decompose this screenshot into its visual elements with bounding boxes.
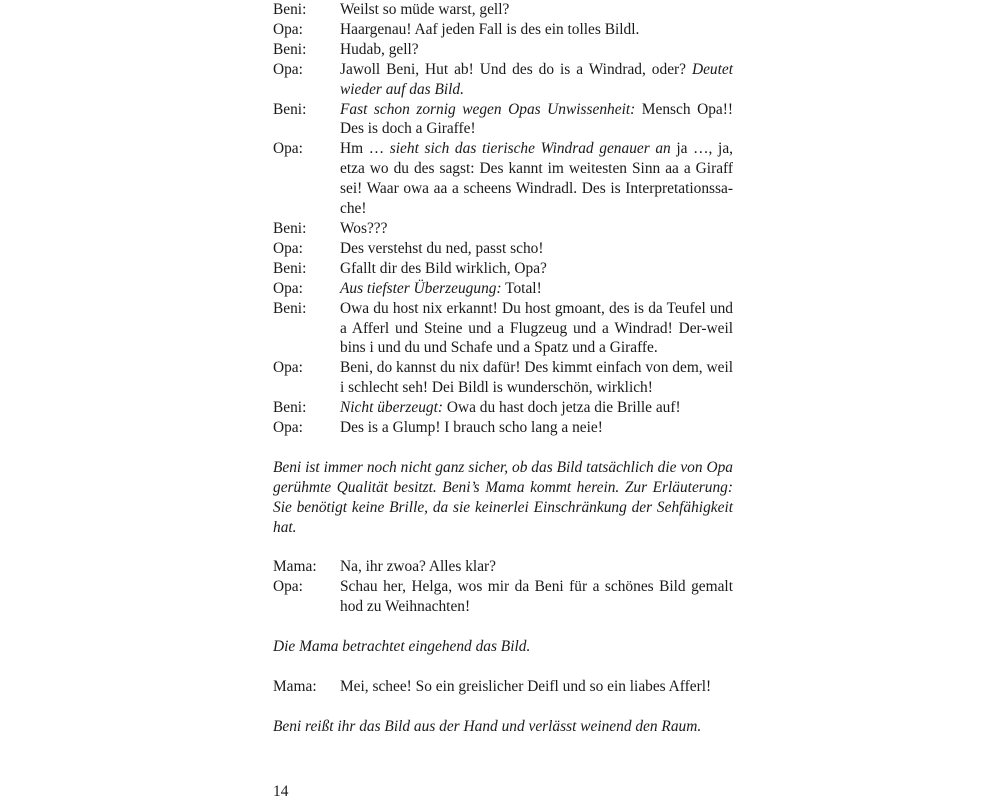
dialogue-line [340,20,733,40]
speaker-label: Mama: [273,677,317,695]
spoken-text: Owa du host nix erkannt! Du host gmoant, des is da Teufel und a Afferl und Steine und a Flugzeug und a Windrad! Der-weil bins i und du und Schafe und a Spatz und a Giraffe. [340,299,733,357]
speaker-label: Opa: [273,239,303,257]
spoken-text: Na, ihr zwoa? Alles klar? [340,558,496,576]
spoken-text: Schau her, Helga, wos mir da Beni für a schönes Bild gemalt hod zu Weihnachten! [340,578,733,616]
stage-direction-2: Die Mama betrachtet eingehend das Bild. [273,637,531,655]
stage-direction-3: Beni reißt ihr das Bild aus der Hand und verlässt weinend den Raum. [273,717,702,735]
spoken-text: Jawoll Beni, Hut ab! Und des do is a Windrad, oder? [340,60,692,78]
speaker-label: Opa: [273,359,303,377]
spoken-text: Total! [501,279,542,297]
dialogue-block-3 [273,677,733,697]
dialogue-line [340,219,733,239]
speaker-label: Beni: [273,100,307,118]
spoken-text: Wos??? [340,219,388,237]
dialogue-line [340,239,733,259]
speaker-label: Beni: [273,219,307,237]
spoken-text: Weilst so müde warst, gell? [340,1,510,18]
spoken-text: Des verstehst du ned, passt scho! [340,239,544,257]
stage-direction-inline: Aus tiefster Überzeugung: [340,279,502,297]
speaker-label: Beni: [273,399,307,417]
speaker-label: Opa: [273,140,303,158]
speaker-label: Mama: [273,558,317,576]
speaker-label: Beni: [273,299,307,317]
dialogue-line [340,577,733,617]
spoken-text: Mei, schee! So ein greislicher Deifl und so ein liabes Afferl! [340,677,712,695]
spoken-text: Haargenau! Aaf jeden Fall is des ein tolles Bildl. [340,20,640,38]
page-number: 14 [273,783,289,800]
dialogue-line [340,0,733,20]
dialogue-line [340,557,733,577]
dialogue-block-2 [273,557,733,617]
spoken-text: Hudab, gell? [340,40,419,58]
spoken-text: Owa du hast doch jetza die Brille auf! [443,399,681,417]
spoken-text: Gfallt dir des Bild wirklich, Opa? [340,259,547,277]
dialogue-line [340,418,733,438]
speaker-label: Opa: [273,419,303,437]
dialogue-line [340,358,733,398]
spoken-text: Hm … [340,140,390,158]
dialogue-block-1 [273,0,733,438]
spoken-text: Mensch Opa!! Des is doch a Giraffe! [340,100,733,138]
dialogue-line [340,60,733,100]
stage-direction-1: Beni ist immer noch nicht ganz sicher, ob das Bild tatsächlich die von Opa gerühmte Qualität besitzt. Beni’s Mama kommt herein. Zur Erläuterung: Sie benötigt keine Brille, da sie keinerlei Einschränkung der Sehfähigkeit hat. [273,458,733,536]
dialogue-line [340,139,733,219]
speaker-label: Beni: [273,1,307,18]
speaker-label: Opa: [273,279,303,297]
dialogue-line [340,299,733,359]
dialogue-line [340,279,733,299]
spoken-text: Beni, do kannst du nix dafür! Des kimmt einfach von dem, weil i schlecht seh! Dei Bildl is wunderschön, wirklich! [340,359,733,397]
stage-direction-inline: Nicht überzeugt: [340,399,444,417]
stage-direction-inline: Deutet wieder auf das Bild. [340,60,733,98]
dialogue-line [340,259,733,279]
dialogue-line [340,40,733,60]
speaker-label: Opa: [273,60,303,78]
spoken-text: ja …, ja, etza wo du des sagst: Des kannt im weitesten Sinn aa a Giraff sei! Waar owa aa a scheens Windradl. Des is Interpretationssa-che! [340,140,733,218]
spoken-text: Des is a Glump! I brauch scho lang a neie! [340,419,603,437]
speaker-label: Beni: [273,259,307,277]
stage-direction-inline: sieht sich das tierische Windrad genauer an [389,140,671,158]
speaker-label: Opa: [273,20,303,38]
dialogue-line [340,677,733,697]
dialogue-line [340,398,733,418]
speaker-label: Opa: [273,578,303,596]
dialogue-line [340,100,733,140]
stage-direction-inline: Fast schon zornig wegen Opas Unwissenheit: [340,100,636,118]
book-page [273,0,733,736]
speaker-label: Beni: [273,40,307,58]
